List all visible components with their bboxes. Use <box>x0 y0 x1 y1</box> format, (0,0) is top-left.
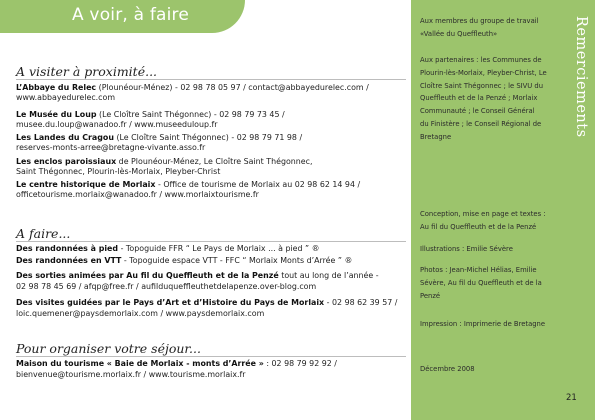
credits-impression: Impression : Imprimerie de Bretagne <box>420 320 546 328</box>
vertical-title: Remerciements <box>573 16 589 138</box>
list-item: Les enclos paroissiaux de Plounéour-Ménez, Le Cloître Saint Thégonnec, <box>16 157 313 166</box>
list-item: Le Musée du Loup (Le Cloître Saint Thégonnec) - 02 98 79 73 45 / <box>16 110 285 119</box>
page-number: 21 <box>566 393 577 403</box>
divider-faire <box>16 241 406 242</box>
list-item: musee.du.loup@wanadoo.fr / www.museeduloup.fr <box>16 120 218 129</box>
credits-partenaires: Aux partenaires : les Communes de Plourin-lès-Morlaix, Pleyber-Christ, Le Cloître Saint Thégonnec ; le SIVU du Queffleuth et de la Penzé ; Morlaix Communauté ; le Conseil Général du Finistère ; le Conseil Régional de Bretagne <box>420 56 547 141</box>
list-item: reserves-monts-arree@bretagne-vivante.asso.fr <box>16 143 206 152</box>
heading-sejour: Pour organiser votre séjour... <box>16 341 201 356</box>
divider-visiter <box>16 79 406 80</box>
title-tab <box>0 0 245 33</box>
list-item: bienvenue@tourisme.morlaix.fr / www.tourisme.morlaix.fr <box>16 370 246 379</box>
list-item: Des randonnées en VTT - Topoguide espace VTT - FFC “ Morlaix Monts d’Arrée ” ® <box>16 256 353 265</box>
credits-conception: Conception, mise en page et textes : Au fil du Queffleuth et de la Penzé <box>420 210 546 231</box>
heading-faire: A faire... <box>16 226 71 241</box>
list-item: Des visites guidées par le Pays d’Art et d’Histoire du Pays de Morlaix - 02 98 62 39 57 / <box>16 298 398 307</box>
list-item: Maison du tourisme « Baie de Morlaix - monts d’Arrée » : 02 98 79 92 92 / <box>16 359 337 368</box>
credits-photos: Photos : Jean-Michel Hélias, Emilie Sévère, Au fil du Queffleuth et de la Penzé <box>420 266 542 300</box>
list-item: loic.quemener@paysdemorlaix.com / www.paysdemorlaix.com <box>16 309 265 318</box>
divider-sejour <box>16 356 406 357</box>
sidebar-panel <box>411 0 595 420</box>
list-item: Le centre historique de Morlaix - Office de tourisme de Morlaix au 02 98 62 14 94 / <box>16 180 361 189</box>
list-item: Les Landes du Cragou (Le Cloître Saint Thégonnec) - 02 98 79 71 98 / <box>16 133 303 142</box>
list-item: L’Abbaye du Relec (Plounéour-Ménez) - 02 98 78 05 97 / contact@abbayedurelec.com / <box>16 83 369 92</box>
credits-date: Décembre 2008 <box>420 365 475 373</box>
list-item: Saint Thégonnec, Plourin-lès-Morlaix, Pleyber-Christ <box>16 167 221 176</box>
heading-visiter: A visiter à proximité... <box>16 64 158 79</box>
credits-membres: Aux membres du groupe de travail «Vallée du Queffleuth» <box>420 17 539 38</box>
list-item: officetourisme.morlaix@wanadoo.fr / www.morlaixtourisme.fr <box>16 190 259 199</box>
page-title: A voir, à faire <box>72 5 190 25</box>
list-item: Des sorties animées par Au fil du Queffleuth et de la Penzé tout au long de l’année - <box>16 271 379 280</box>
list-item: 02 98 78 45 69 / afqp@free.fr / aufilduqueffleuthetdelapenze.over-blog.com <box>16 282 317 291</box>
list-item: www.abbayedurelec.com <box>16 93 116 102</box>
credits-illustrations: Illustrations : Emilie Sévère <box>420 245 513 253</box>
list-item: Des randonnées à pied - Topoguide FFR “ Le Pays de Morlaix ... à pied ” ® <box>16 244 320 253</box>
